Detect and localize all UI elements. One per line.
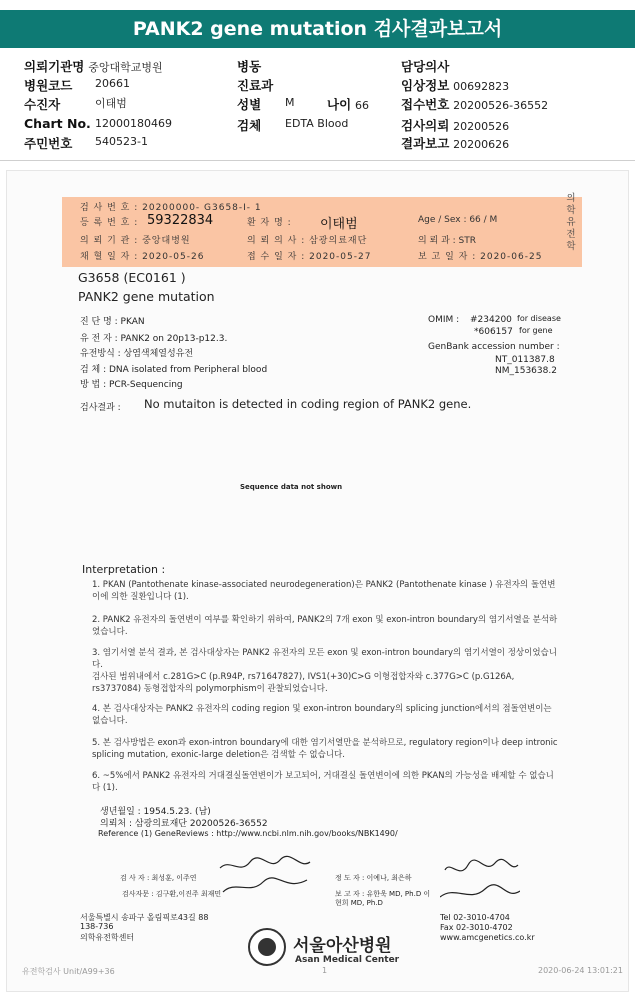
report-date-value: 20200626 — [453, 138, 510, 151]
header-resident-no — [24, 134, 72, 152]
result-text: No mutaiton is detected in coding region of PANK2 gene. — [144, 397, 472, 411]
genbank-label: GenBank accession number : — [428, 342, 560, 352]
patient-name: 이태범 — [320, 217, 358, 232]
header-physician — [401, 57, 449, 75]
test-code: G3658 (EC0161 ) — [78, 270, 186, 285]
patient-value: 이태범 — [95, 97, 127, 110]
test-name: PANK2 gene mutation — [78, 289, 215, 304]
requesting-org: 의 뢰 기 관 : 중앙대병원 — [80, 236, 191, 246]
birth-date: 생년월일 : 1954.5.23. (남) — [100, 807, 211, 817]
result-label: 검사결과 : — [80, 403, 121, 413]
hospital-code-label: 병원코드 — [24, 78, 73, 93]
contact-fax: Fax 02-3010-4702 — [440, 923, 513, 932]
receipt-date: 접 수 일 자 : 2020-05-27 — [247, 252, 372, 262]
address-line: 138-736 — [80, 922, 114, 931]
test-number: 검 사 번 호 : 20200000- G3658-I- 1 — [80, 203, 262, 213]
report-date: 보 고 일 자 : 2020-06-25 — [418, 252, 543, 262]
reporter: 보 고 자 : 유한욱 MD, Ph.D 이현희 MD, Ph.D — [335, 890, 431, 907]
genbank-nm: NM_153638.2 — [495, 366, 557, 376]
header-clinical-info — [401, 76, 509, 94]
header-hospital-code — [24, 76, 72, 94]
omim-disease-note: for disease — [517, 314, 561, 323]
examiner: 검 사 자 : 최성훈, 이주연 — [120, 874, 197, 882]
signature-examiner — [215, 850, 315, 900]
clinical-info-label: 임상정보 — [401, 78, 450, 93]
ward-label: 병동 — [237, 59, 262, 74]
reviewer: 정 도 자 : 이예나, 최은하 — [335, 874, 412, 882]
header-chart-no — [24, 116, 91, 131]
specimen: 검 체 : DNA isolated from Peripheral blood — [80, 365, 268, 375]
header-receipt-no — [401, 95, 548, 113]
genbank-nt: NT_011387.8 — [495, 355, 555, 365]
contact-tel: Tel 02-3010-4704 — [440, 913, 510, 922]
receipt-no-value: 20200526-36552 — [453, 99, 549, 112]
hospital-code-value: 20661 — [95, 77, 130, 90]
interp-item: 2. PANK2 유전자의 돌연변이 여부를 확인하기 위하여, PANK2의 7개 exon 및 exon-intron boundary의 염기서열을 분석하였습니다. — [92, 615, 558, 637]
omim-label: OMIM : — [428, 315, 460, 325]
report-banner-title: PANK2 gene mutation 검사결과보고서 — [0, 10, 635, 48]
patient-label: 수진자 — [24, 97, 61, 112]
gene: 유 전 자 : PANK2 on 20p13-p12.3. — [80, 334, 228, 344]
reference: Reference (1) GeneReviews : http://www.ncbi.nlm.nih.gov/books/NBK1490/ — [98, 829, 398, 838]
omim-disease: #234200 — [470, 315, 512, 325]
resident-no-label: 주민번호 — [24, 136, 73, 151]
header-patient — [24, 95, 60, 113]
physician-label: 담당의사 — [401, 59, 450, 74]
advisor: 검사자문 : 김구환,이진주 최재민 — [122, 890, 222, 898]
collection-date: 채 혈 일 자 : 2020-05-26 — [80, 252, 205, 262]
header-specimen — [237, 116, 261, 134]
interp-item: 4. 본 검사대상자는 PANK2 유전자의 coding region 및 exon-intron boundary의 splicing junction에서의 점돌연변이는 없습니다. — [92, 704, 552, 726]
omim-gene: *606157 — [474, 327, 513, 337]
request-date-value: 20200526 — [453, 120, 510, 133]
address-line: 서울특별시 송파구 올림픽로43길 88 — [80, 913, 209, 922]
diagnosis: 진 단 명 : PKAN — [80, 317, 145, 327]
chart-no-label: Chart No. — [24, 116, 91, 131]
contact-web: www.amcgenetics.co.kr — [440, 933, 535, 942]
footer-timestamp: 2020-06-24 13:01:21 — [538, 966, 623, 975]
sex-label: 성별 — [237, 97, 262, 112]
resident-no-value: 540523-1 — [95, 135, 148, 148]
age-sex: Age / Sex : 66 / M — [418, 215, 498, 225]
hospital-name-en: Asan Medical Center — [295, 955, 400, 965]
header-org — [24, 57, 163, 75]
header-dept — [237, 76, 273, 94]
request-date-label: 검사의뢰 — [401, 118, 450, 133]
interp-item: 6. ~5%에서 PANK2 유전자의 거대결실돌연변이가 보고되어, 거대결실 돌연변이에 의한 PKAN의 가능성을 배제할 수 없습니다 (1). — [92, 771, 554, 793]
footer-page: 1 — [322, 966, 328, 975]
interp-item: 1. PKAN (Pantothenate kinase-associated neurodegeneration)은 PANK2 (Pantothenate kinase ) 유전자의 돌연변이에 의한 질환입니다 (1). — [92, 580, 556, 602]
age-label: 나이 — [327, 97, 352, 112]
sequence-note: Sequence data not shown — [240, 483, 343, 491]
header-age — [327, 95, 369, 113]
registration-number: 59322834 — [147, 213, 214, 228]
clinical-info-value: 00692823 — [453, 80, 510, 93]
org-label: 의뢰기관명 — [24, 59, 85, 74]
chart-no-value: 12000180469 — [95, 117, 172, 130]
signature-reviewer — [440, 855, 520, 905]
interp-item: 3. 염기서열 분석 결과, 본 검사대상자는 PANK2 유전자의 모든 exon 및 exon-intron boundary의 염기서열이 정상이었습니다. — [92, 648, 557, 670]
interp-item: 검사된 범위내에서 c.281G>C (p.R94P, rs71647827), IVS1(+30)C>G 이형접합자와 c.377G>C (p.G126A, rs3737084) 동형접합자의 polymorphism이 관찰되었습니다. — [92, 672, 515, 694]
requester: 의뢰처 : 삼광의료재단 20200526-36552 — [100, 819, 268, 829]
method: 방 법 : PCR-Sequencing — [80, 380, 183, 390]
receipt-no-label: 접수번호 — [401, 97, 450, 112]
omim-gene-note: for gene — [519, 326, 553, 335]
header-sex — [237, 95, 261, 113]
hospital-name-ko: 서울아산병원 — [293, 936, 392, 956]
interpretation-title: Interpretation : — [82, 563, 166, 576]
header-divider — [0, 160, 635, 161]
report-date-label: 결과보고 — [401, 136, 450, 151]
header-request-date — [401, 116, 509, 134]
requesting-doctor: 의 뢰 의 사 : 삼광의료재단 — [247, 236, 368, 246]
requesting-dept: 의 뢰 과 : STR — [418, 236, 477, 246]
asan-foundation-logo — [248, 928, 286, 966]
sex-value: M — [285, 96, 295, 109]
address-line: 의학유전학센터 — [80, 933, 135, 942]
inheritance: 유전방식 : 상염색체열성유전 — [80, 349, 194, 359]
header-report-date — [401, 134, 509, 152]
footer-unit: 유전학검사 Unit/A99+36 — [22, 967, 115, 976]
org-value: 중앙대학교병원 — [88, 61, 163, 74]
interp-item: 5. 본 검사방법은 exon과 exon-intron boundary에 대한 염기서열만을 분석하므로, regulatory region이나 deep intronic splicing mutation, exonic-large deletion은 검색할 수 없습니다. — [92, 738, 558, 760]
specimen-value: EDTA Blood — [285, 117, 349, 130]
age-value: 66 — [354, 99, 369, 112]
header-ward — [237, 57, 261, 75]
dept-vertical-label: 의학유전학 — [566, 193, 576, 252]
dept-label: 진료과 — [237, 78, 274, 93]
registration-label: 등 록 번 호 : — [80, 218, 139, 228]
patient-name-label: 환 자 명 : — [247, 218, 292, 228]
specimen-label: 검체 — [237, 118, 262, 133]
